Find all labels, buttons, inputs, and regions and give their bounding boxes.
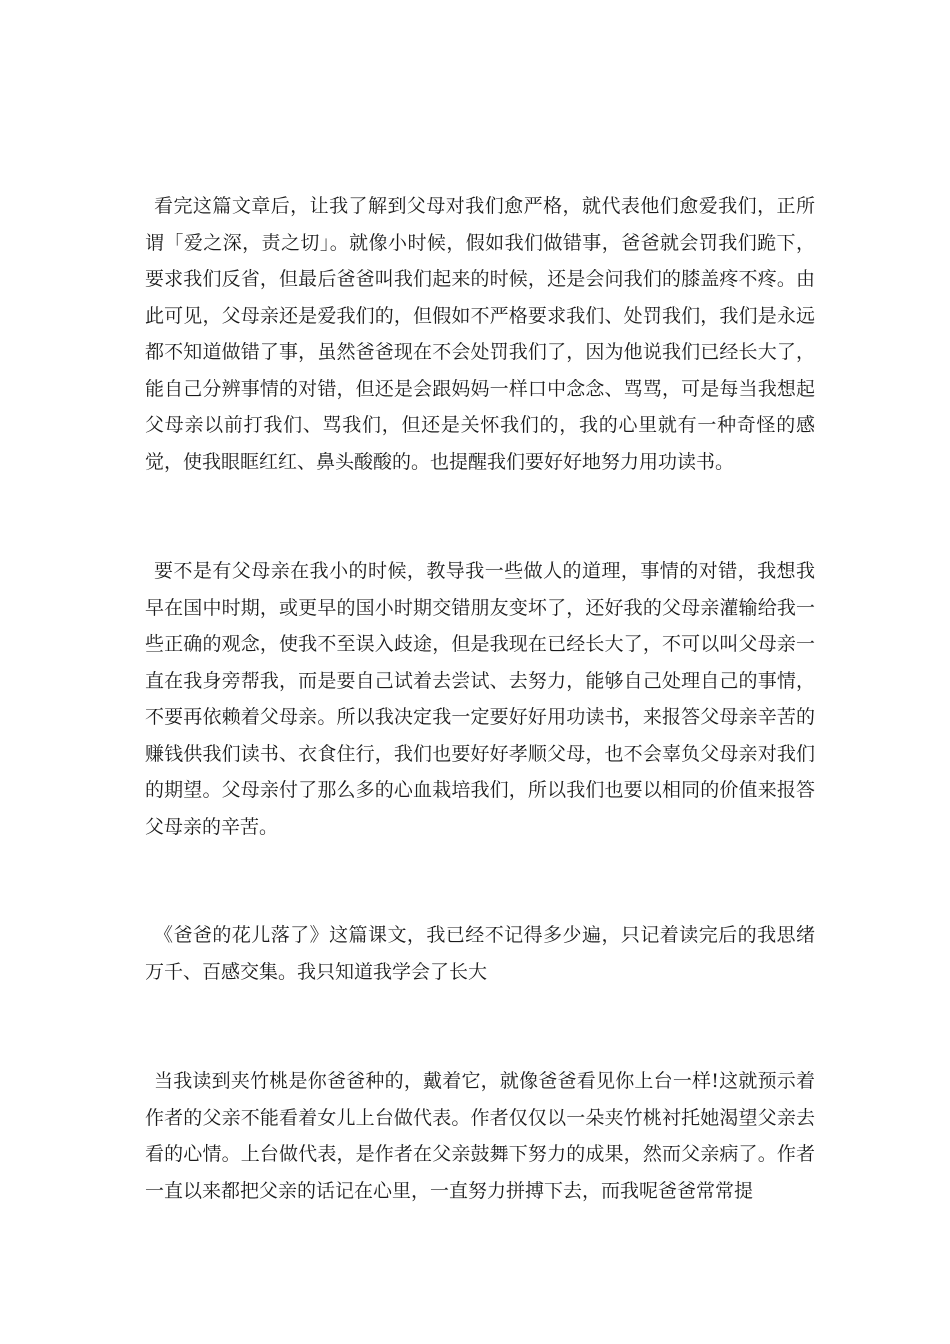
- paragraph-3: 《爸爸的花儿落了》这篇课文，我已经不记得多少遍，只记着读完后的我思绪万千、百感交集。我只知道我学会了长大: [145, 924, 815, 983]
- paragraph-2: 要不是有父母亲在我小的时候，教导我一些做人的道理，事情的对错，我想我早在国中时期，或更早的国小时期交错朋友变坏了，还好我的父母亲灌输给我一些正确的观念，使我不至误入歧途，但是我现在已经长大了，不可以叫父母亲一直在我身旁帮我，而是要自己试着去尝试、去努力，能够自己处理自己的事情，不要再依赖着父母亲。所以我决定我一定要好好用功读书，来报答父母亲辛苦的赚钱供我们读书、衣食住行，我们也要好好孝顺父母，也不会辜负父母亲对我们的期望。父母亲付了那么多的心血栽培我们，所以我们也要以相同的价值来报答父母亲的辛苦。: [145, 560, 815, 838]
- paragraph-1: 看完这篇文章后，让我了解到父母对我们愈严格，就代表他们愈爱我们，正所谓「爱之深，责之切」。就像小时候，假如我们做错事，爸爸就会罚我们跪下，要求我们反省，但最后爸爸叫我们起来的时候，还是会问我们的膝盖疼不疼。由此可见，父母亲还是爱我们的，但假如不严格要求我们、处罚我们，我们是永远都不知道做错了事，虽然爸爸现在不会处罚我们了，因为他说我们已经长大了，能自己分辨事情的对错，但还是会跟妈妈一样口中念念、骂骂，可是每当我想起父母亲以前打我们、骂我们，但还是关怀我们的，我的心里就有一种奇怪的感觉，使我眼眶红红、鼻头酸酸的。也提醒我们要好好地努力用功读书。: [145, 195, 815, 473]
- paragraph-4: 当我读到夹竹桃是你爸爸种的，戴着它，就像爸爸看见你上台一样!这就预示着作者的父亲不能看着女儿上台做代表。作者仅仅以一朵夹竹桃衬托她渴望父亲去看的心情。上台做代表，是作者在父亲鼓舞下努力的成果，然而父亲病了。作者一直以来都把父亲的话记在心里，一直努力拼搏下去，而我呢爸爸常常提: [145, 1070, 815, 1202]
